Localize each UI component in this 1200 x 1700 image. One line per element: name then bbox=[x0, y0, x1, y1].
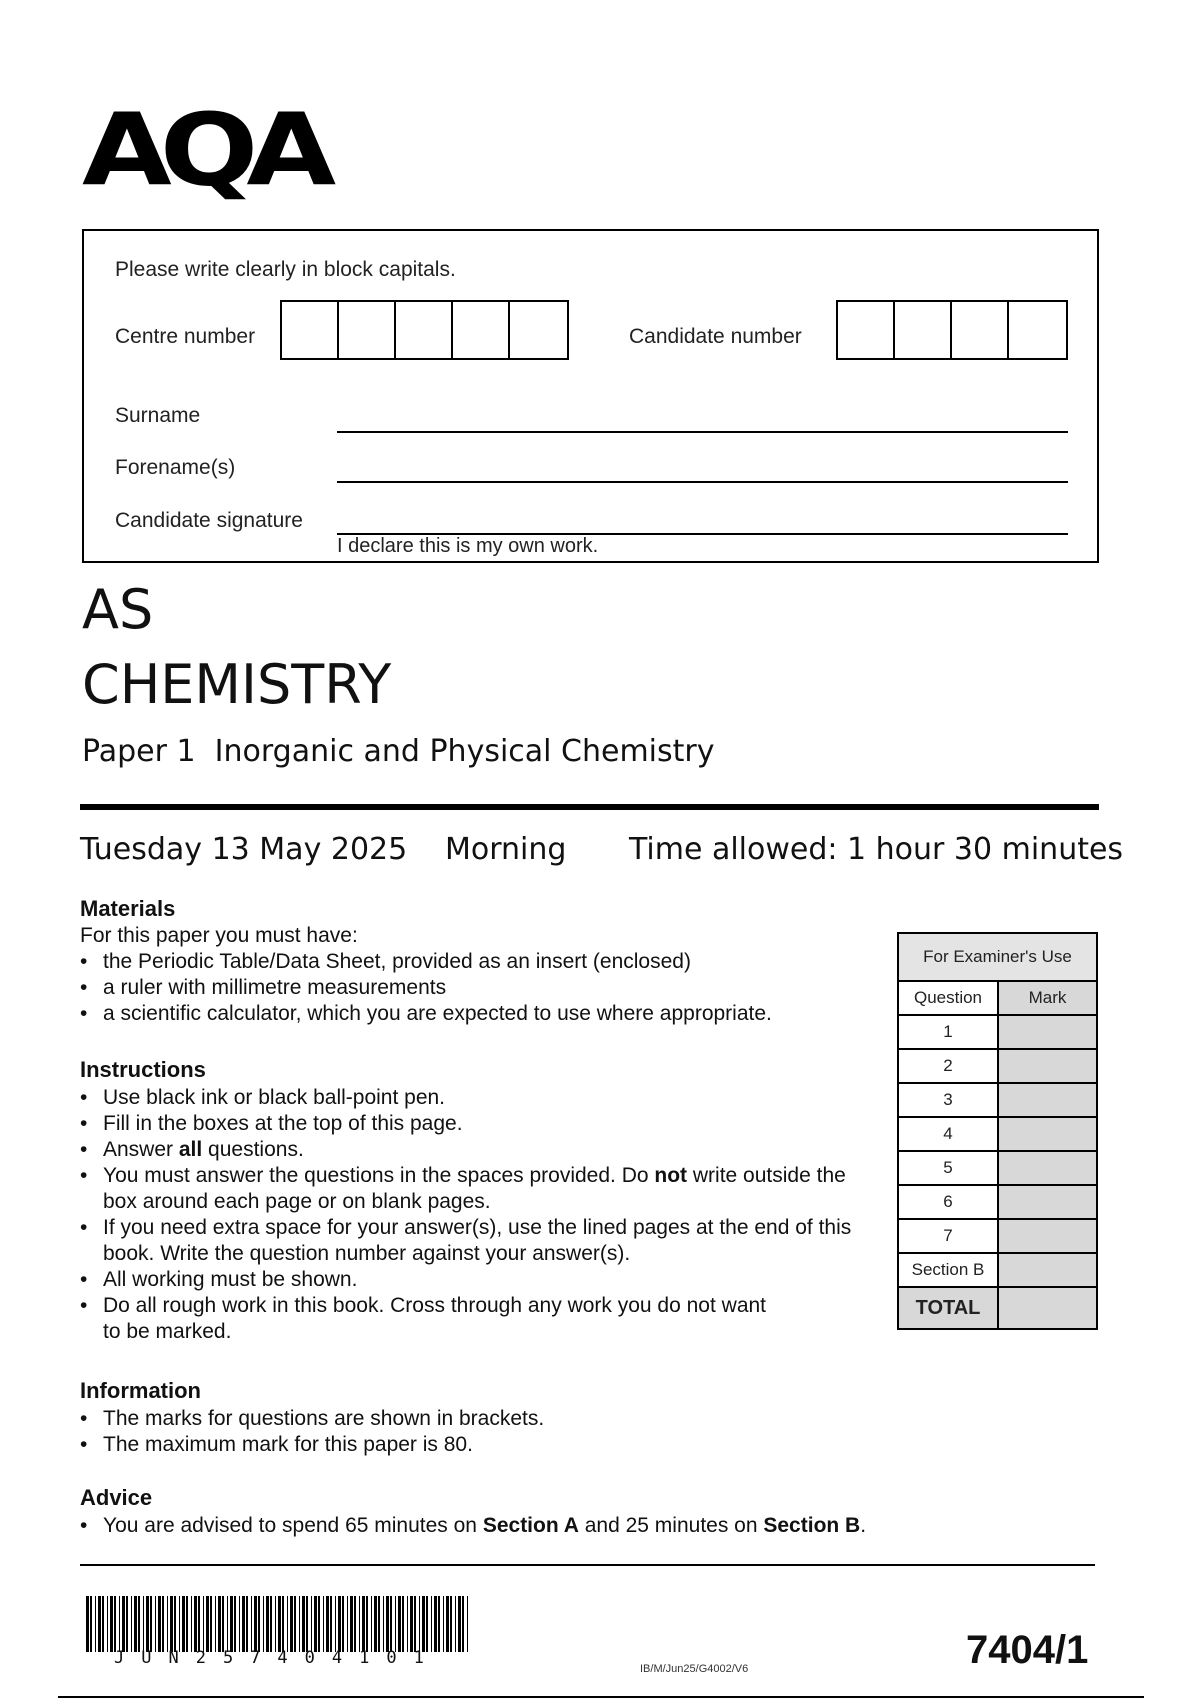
barcode-bar bbox=[122, 1596, 125, 1652]
barcode-bar bbox=[311, 1596, 312, 1652]
declaration-text: I declare this is my own work. bbox=[337, 535, 599, 557]
advice-text: and 25 minutes on bbox=[578, 1514, 764, 1537]
barcode-bar bbox=[278, 1596, 281, 1652]
barcode-bar bbox=[467, 1596, 468, 1652]
barcode-bar bbox=[371, 1596, 372, 1652]
exam-session: Morning bbox=[445, 832, 567, 867]
list-item: • Use black ink or black ball-point pen. bbox=[80, 1085, 870, 1111]
centre-number-digit-box[interactable] bbox=[282, 302, 339, 358]
barcode-bar bbox=[239, 1596, 240, 1652]
footer-divider bbox=[80, 1564, 1095, 1566]
barcode-bar bbox=[263, 1596, 264, 1652]
barcode-bar bbox=[119, 1596, 120, 1652]
barcode-bar bbox=[198, 1596, 200, 1652]
barcode-bar bbox=[206, 1596, 209, 1652]
barcode-bar bbox=[323, 1596, 324, 1652]
barcode-bar bbox=[407, 1596, 408, 1652]
barcode-bar bbox=[431, 1596, 432, 1652]
barcode-bar bbox=[254, 1596, 257, 1652]
barcode-bar bbox=[386, 1596, 389, 1652]
list-item bbox=[80, 1513, 980, 1539]
exam-date: Tuesday 13 May 2025 bbox=[80, 832, 408, 867]
surname-line[interactable] bbox=[337, 431, 1068, 433]
barcode-bar bbox=[194, 1596, 197, 1652]
barcode-bar bbox=[131, 1596, 132, 1652]
barcode-bar bbox=[167, 1596, 168, 1652]
barcode-bar bbox=[98, 1596, 101, 1652]
barcode-bar bbox=[203, 1596, 204, 1652]
list-item: • a ruler with millimetre measurements bbox=[80, 975, 840, 1001]
barcode-bar bbox=[302, 1596, 305, 1652]
barcode bbox=[86, 1596, 470, 1652]
barcode-bar bbox=[114, 1596, 116, 1652]
barcode-bar bbox=[170, 1596, 173, 1652]
question-number: 4 bbox=[898, 1117, 998, 1151]
candidate-number-digit-box[interactable] bbox=[895, 302, 952, 358]
materials-intro: For this paper you must have: bbox=[80, 924, 358, 947]
barcode-bar bbox=[410, 1596, 413, 1652]
total-label: TOTAL bbox=[898, 1287, 998, 1329]
logo-text: AQA bbox=[82, 92, 325, 209]
materials-heading: Materials bbox=[80, 896, 176, 921]
candidate-number-label: Candidate number bbox=[629, 325, 802, 348]
page-edge-line bbox=[58, 1696, 1144, 1698]
barcode-bar bbox=[362, 1596, 365, 1652]
barcode-bar bbox=[335, 1596, 336, 1652]
barcode-bar bbox=[458, 1596, 461, 1652]
advice-text: . bbox=[860, 1514, 867, 1537]
list-item: • Do all rough work in this book. Cross through any work you do not want to be marked. bbox=[80, 1293, 780, 1345]
barcode-bar bbox=[126, 1596, 128, 1652]
barcode-bar bbox=[402, 1596, 404, 1652]
barcode-bar bbox=[419, 1596, 420, 1652]
barcode-bar bbox=[438, 1596, 440, 1652]
barcode-bar bbox=[246, 1596, 248, 1652]
forenames-label: Forename(s) bbox=[115, 456, 236, 479]
list-item: • the Periodic Table/Data Sheet, provided as an insert (enclosed) bbox=[80, 949, 840, 975]
barcode-bar bbox=[191, 1596, 192, 1652]
barcode-bar bbox=[179, 1596, 180, 1652]
subject-title: CHEMISTRY bbox=[82, 653, 392, 716]
mark-cell bbox=[998, 1219, 1097, 1253]
barcode-bar bbox=[146, 1596, 149, 1652]
barcode-bar bbox=[390, 1596, 392, 1652]
barcode-bar bbox=[354, 1596, 356, 1652]
mark-cell bbox=[998, 1151, 1097, 1185]
advice-text: You are advised to spend 65 minutes on bbox=[103, 1514, 483, 1537]
barcode-bar bbox=[158, 1596, 161, 1652]
reference-code: IB/M/Jun25/G4002/V6 bbox=[640, 1663, 749, 1675]
answer-all-text: Answer all questions. bbox=[103, 1138, 304, 1161]
paper-title: Paper 1 Inorganic and Physical Chemistry bbox=[82, 734, 715, 769]
barcode-bar bbox=[227, 1596, 228, 1652]
centre-number-digit-box[interactable] bbox=[339, 302, 396, 358]
barcode-bar bbox=[174, 1596, 176, 1652]
barcode-bar bbox=[443, 1596, 444, 1652]
aqa-logo bbox=[82, 92, 325, 209]
barcode-bar bbox=[275, 1596, 276, 1652]
barcode-bar bbox=[270, 1596, 272, 1652]
list-item bbox=[80, 1137, 870, 1163]
list-item: • The maximum mark for this paper is 80. bbox=[80, 1432, 840, 1458]
barcode-bar bbox=[110, 1596, 113, 1652]
barcode-bar bbox=[383, 1596, 384, 1652]
examiners-use-table bbox=[897, 932, 1098, 1330]
barcode-bar bbox=[218, 1596, 221, 1652]
barcode-bar bbox=[359, 1596, 360, 1652]
advice-heading: Advice bbox=[80, 1485, 153, 1510]
mark-cell bbox=[998, 1253, 1097, 1287]
barcode-bar bbox=[426, 1596, 428, 1652]
barcode-bar bbox=[86, 1596, 89, 1652]
question-number: 5 bbox=[898, 1151, 998, 1185]
barcode-bar bbox=[102, 1596, 104, 1652]
mark-cell bbox=[998, 1083, 1097, 1117]
candidate-number-boxes[interactable] bbox=[836, 300, 1068, 360]
centre-number-digit-box[interactable] bbox=[510, 302, 567, 358]
barcode-bar bbox=[462, 1596, 464, 1652]
question-number: 1 bbox=[898, 1015, 998, 1049]
barcode-bar bbox=[222, 1596, 224, 1652]
barcode-bar bbox=[374, 1596, 377, 1652]
candidate-number-digit-box[interactable] bbox=[1009, 302, 1066, 358]
barcode-bar bbox=[342, 1596, 344, 1652]
barcode-bar bbox=[287, 1596, 288, 1652]
barcode-bar bbox=[215, 1596, 216, 1652]
question-number: 3 bbox=[898, 1083, 998, 1117]
barcode-bar bbox=[242, 1596, 245, 1652]
barcode-text: JUN257404101 bbox=[114, 1648, 441, 1668]
barcode-bar bbox=[326, 1596, 329, 1652]
title-divider bbox=[80, 804, 1099, 810]
barcode-bar bbox=[134, 1596, 137, 1652]
question-number: 2 bbox=[898, 1049, 998, 1083]
question-number: 7 bbox=[898, 1219, 998, 1253]
barcode-bar bbox=[150, 1596, 152, 1652]
barcode-bar bbox=[138, 1596, 140, 1652]
barcode-bar bbox=[95, 1596, 96, 1652]
mark-cell bbox=[998, 1049, 1097, 1083]
list-item: • You must answer the questions in the spaces provided. Do not write outside the box around each page or on blank pages. bbox=[80, 1163, 870, 1215]
barcode-bar bbox=[230, 1596, 233, 1652]
paper-code: 7404/1 bbox=[966, 1628, 1089, 1672]
block-capitals-instruction: Please write clearly in block capitals. bbox=[115, 258, 456, 281]
question-number: 6 bbox=[898, 1185, 998, 1219]
information-list bbox=[80, 1406, 840, 1458]
list-item: • a scientific calculator, which you are expected to use where appropriate. bbox=[80, 1001, 840, 1027]
barcode-bar bbox=[395, 1596, 396, 1652]
barcode-bar bbox=[162, 1596, 164, 1652]
barcode-bar bbox=[294, 1596, 296, 1652]
time-allowed: Time allowed: 1 hour 30 minutes bbox=[629, 832, 1124, 867]
barcode-bar bbox=[306, 1596, 308, 1652]
barcode-bar bbox=[338, 1596, 341, 1652]
barcode-bar bbox=[251, 1596, 252, 1652]
barcode-bar bbox=[414, 1596, 416, 1652]
barcode-bar bbox=[143, 1596, 144, 1652]
barcode-bar bbox=[90, 1596, 92, 1652]
list-item: • The marks for questions are shown in brackets. bbox=[80, 1406, 840, 1432]
candidate-details-box bbox=[82, 229, 1099, 563]
barcode-bar bbox=[378, 1596, 380, 1652]
list-item: • Fill in the boxes at the top of this page. bbox=[80, 1111, 870, 1137]
barcode-bar bbox=[299, 1596, 300, 1652]
barcode-bar bbox=[210, 1596, 212, 1652]
examiners-use-title: For Examiner's Use bbox=[898, 933, 1097, 981]
barcode-bar bbox=[434, 1596, 437, 1652]
centre-number-label: Centre number bbox=[115, 325, 256, 348]
barcode-bar bbox=[182, 1596, 185, 1652]
information-heading: Information bbox=[80, 1378, 201, 1403]
list-item: • All working must be shown. bbox=[80, 1267, 870, 1293]
section-a-label: Section A bbox=[482, 1514, 579, 1537]
barcode-bar bbox=[366, 1596, 368, 1652]
instructions-heading: Instructions bbox=[80, 1057, 206, 1082]
question-column-header: Question bbox=[898, 981, 998, 1015]
candidate-number-digit-box[interactable] bbox=[838, 302, 895, 358]
signature-label: Candidate signature bbox=[115, 509, 303, 532]
barcode-bar bbox=[330, 1596, 332, 1652]
barcode-bar bbox=[107, 1596, 108, 1652]
barcode-bar bbox=[290, 1596, 293, 1652]
forenames-line[interactable] bbox=[337, 481, 1068, 483]
centre-number-digit-box[interactable] bbox=[453, 302, 510, 358]
mark-cell bbox=[998, 1117, 1097, 1151]
surname-label: Surname bbox=[115, 404, 201, 427]
barcode-bar bbox=[266, 1596, 269, 1652]
candidate-number-digit-box[interactable] bbox=[952, 302, 1009, 358]
section-b-label: Section B bbox=[763, 1514, 861, 1537]
barcode-bar bbox=[258, 1596, 260, 1652]
barcode-bar bbox=[155, 1596, 156, 1652]
barcode-bar bbox=[455, 1596, 456, 1652]
materials-list bbox=[80, 949, 840, 1027]
instructions-list bbox=[80, 1085, 870, 1345]
barcode-bar bbox=[350, 1596, 353, 1652]
barcode-bar bbox=[398, 1596, 401, 1652]
list-item: • If you need extra space for your answer(s), use the lined pages at the end of this book. Write the question number against your answer(s). bbox=[80, 1215, 870, 1267]
centre-number-boxes[interactable] bbox=[280, 300, 569, 360]
barcode-bar bbox=[234, 1596, 236, 1652]
mark-cell bbox=[998, 1015, 1097, 1049]
barcode-bar bbox=[450, 1596, 452, 1652]
barcode-bar bbox=[347, 1596, 348, 1652]
advice-list bbox=[80, 1513, 980, 1539]
barcode-bar bbox=[446, 1596, 449, 1652]
mark-column-header: Mark bbox=[998, 981, 1097, 1015]
barcode-bar bbox=[422, 1596, 425, 1652]
barcode-bar bbox=[314, 1596, 317, 1652]
barcode-bar bbox=[186, 1596, 188, 1652]
barcode-bar bbox=[282, 1596, 284, 1652]
question-number: Section B bbox=[898, 1253, 998, 1287]
barcode-bar bbox=[318, 1596, 320, 1652]
total-mark-cell bbox=[998, 1287, 1097, 1329]
qualification-level: AS bbox=[82, 578, 154, 641]
centre-number-digit-box[interactable] bbox=[396, 302, 453, 358]
mark-cell bbox=[998, 1185, 1097, 1219]
